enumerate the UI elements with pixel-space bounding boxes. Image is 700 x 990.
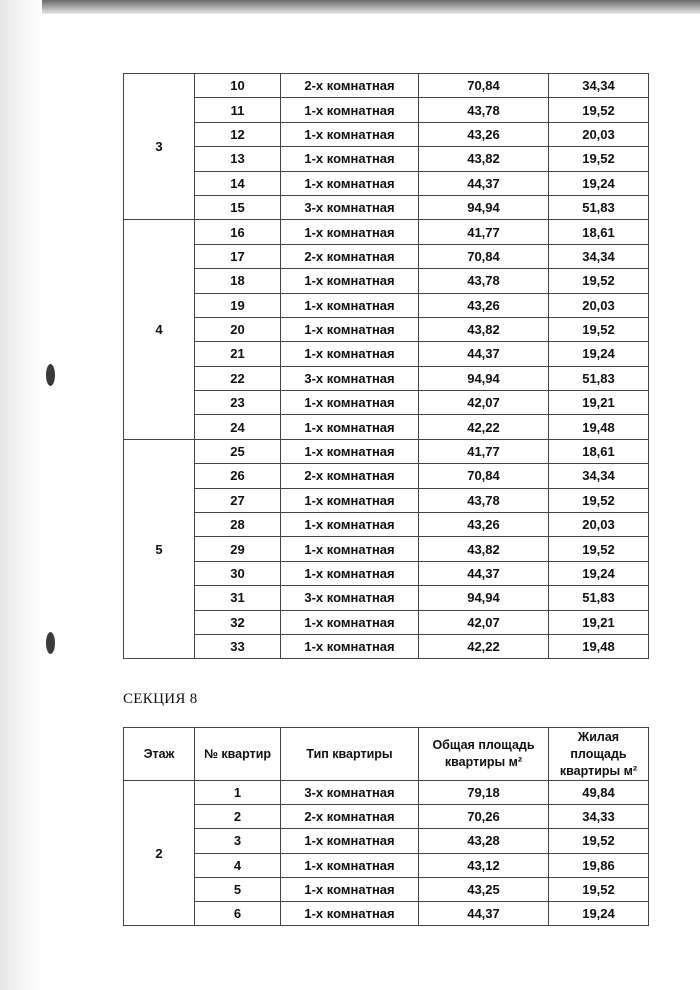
total-area-cell: 41,77 — [419, 220, 549, 244]
apartment-type-cell: 3-х комнатная — [281, 366, 419, 390]
table-row — [124, 634, 649, 658]
living-area-cell: 51,83 — [549, 586, 649, 610]
total-area-cell: 44,37 — [419, 901, 549, 925]
apartment-type-cell: 1-х комнатная — [281, 488, 419, 512]
apartment-number-cell: 13 — [195, 147, 281, 171]
living-area-cell: 19,24 — [549, 561, 649, 585]
apartment-type-cell: 3-х комнатная — [281, 586, 419, 610]
living-area-cell: 19,52 — [549, 98, 649, 122]
apartment-table-section-8 — [123, 727, 649, 926]
apartment-number-cell: 17 — [195, 244, 281, 268]
total-area-cell: 43,26 — [419, 513, 549, 537]
table-row — [124, 171, 649, 195]
floor-cell: 3 — [124, 74, 195, 220]
total-area-cell: 42,07 — [419, 391, 549, 415]
living-area-cell: 19,52 — [549, 537, 649, 561]
apartment-number-cell: 26 — [195, 464, 281, 488]
living-area-cell: 19,24 — [549, 342, 649, 366]
apartment-type-cell: 2-х комнатная — [281, 244, 419, 268]
apartment-type-cell: 1-х комнатная — [281, 415, 419, 439]
table-row — [124, 513, 649, 537]
apartment-number-cell: 31 — [195, 586, 281, 610]
apartment-number-cell: 14 — [195, 171, 281, 195]
header-floor: Этаж — [124, 728, 195, 781]
table-row — [124, 805, 649, 829]
apartment-type-cell: 1-х комнатная — [281, 98, 419, 122]
header-apartment-number: № квартир — [195, 728, 281, 781]
apartment-number-cell: 10 — [195, 74, 281, 98]
total-area-cell: 70,84 — [419, 244, 549, 268]
table-row — [124, 464, 649, 488]
apartment-type-cell: 1-х комнатная — [281, 513, 419, 537]
total-area-cell: 70,26 — [419, 805, 549, 829]
apartment-type-cell: 1-х комнатная — [281, 122, 419, 146]
table-row — [124, 74, 649, 98]
living-area-cell: 19,52 — [549, 488, 649, 512]
living-area-cell: 19,52 — [549, 877, 649, 901]
total-area-cell: 43,82 — [419, 317, 549, 341]
table-row — [124, 98, 649, 122]
table-row — [124, 829, 649, 853]
living-area-cell: 34,34 — [549, 244, 649, 268]
table-row — [124, 293, 649, 317]
apartment-type-cell: 1-х комнатная — [281, 634, 419, 658]
apartment-number-cell: 22 — [195, 366, 281, 390]
apartment-number-cell: 32 — [195, 610, 281, 634]
living-area-cell: 20,03 — [549, 122, 649, 146]
apartment-number-cell: 25 — [195, 439, 281, 463]
total-area-cell: 70,84 — [419, 464, 549, 488]
apartment-number-cell: 18 — [195, 269, 281, 293]
table-row — [124, 561, 649, 585]
table-row — [124, 415, 649, 439]
living-area-cell: 51,83 — [549, 195, 649, 219]
table-row — [124, 853, 649, 877]
apartment-number-cell: 12 — [195, 122, 281, 146]
living-area-cell: 20,03 — [549, 513, 649, 537]
apartment-type-cell: 3-х комнатная — [281, 195, 419, 219]
apartment-type-cell: 1-х комнатная — [281, 342, 419, 366]
apartment-number-cell: 3 — [195, 829, 281, 853]
living-area-cell: 19,21 — [549, 391, 649, 415]
living-area-cell: 19,24 — [549, 901, 649, 925]
apartment-number-cell: 5 — [195, 877, 281, 901]
living-area-cell: 34,34 — [549, 74, 649, 98]
apartment-type-cell: 1-х комнатная — [281, 317, 419, 341]
header-apartment-type: Тип квартиры — [281, 728, 419, 781]
table-row — [124, 781, 649, 805]
apartment-type-cell: 1-х комнатная — [281, 220, 419, 244]
living-area-cell: 18,61 — [549, 439, 649, 463]
total-area-cell: 41,77 — [419, 439, 549, 463]
apartment-type-cell: 1-х комнатная — [281, 829, 419, 853]
living-area-cell: 49,84 — [549, 781, 649, 805]
apartment-type-cell: 1-х комнатная — [281, 269, 419, 293]
scan-top-edge — [0, 0, 700, 14]
apartment-number-cell: 33 — [195, 634, 281, 658]
punch-hole — [46, 364, 55, 386]
table-row — [124, 391, 649, 415]
total-area-cell: 42,22 — [419, 415, 549, 439]
total-area-cell: 42,07 — [419, 610, 549, 634]
living-area-cell: 18,61 — [549, 220, 649, 244]
total-area-cell: 43,26 — [419, 293, 549, 317]
header-total-area: Общая площадь квартиры м² — [419, 728, 549, 781]
apartment-type-cell: 1-х комнатная — [281, 293, 419, 317]
apartment-number-cell: 20 — [195, 317, 281, 341]
total-area-cell: 43,25 — [419, 877, 549, 901]
apartment-type-cell: 1-х комнатная — [281, 877, 419, 901]
header-living-area: Жилая площадь квартиры м² — [549, 728, 649, 781]
total-area-cell: 43,28 — [419, 829, 549, 853]
living-area-cell: 19,86 — [549, 853, 649, 877]
apartment-number-cell: 29 — [195, 537, 281, 561]
floor-cell: 5 — [124, 439, 195, 659]
living-area-cell: 19,52 — [549, 147, 649, 171]
apartment-type-cell: 2-х комнатная — [281, 464, 419, 488]
floor-cell: 4 — [124, 220, 195, 440]
apartment-number-cell: 30 — [195, 561, 281, 585]
apartment-number-cell: 1 — [195, 781, 281, 805]
total-area-cell: 43,78 — [419, 98, 549, 122]
apartment-number-cell: 24 — [195, 415, 281, 439]
apartment-number-cell: 15 — [195, 195, 281, 219]
apartment-type-cell: 1-х комнатная — [281, 439, 419, 463]
scan-left-edge — [0, 0, 42, 990]
apartment-number-cell: 11 — [195, 98, 281, 122]
apartment-type-cell: 1-х комнатная — [281, 147, 419, 171]
total-area-cell: 43,82 — [419, 537, 549, 561]
total-area-cell: 43,12 — [419, 853, 549, 877]
total-area-cell: 79,18 — [419, 781, 549, 805]
total-area-cell: 44,37 — [419, 342, 549, 366]
total-area-cell: 42,22 — [419, 634, 549, 658]
apartment-type-cell: 1-х комнатная — [281, 610, 419, 634]
apartment-type-cell: 1-х комнатная — [281, 537, 419, 561]
apartment-number-cell: 2 — [195, 805, 281, 829]
table-row — [124, 147, 649, 171]
table-row — [124, 537, 649, 561]
living-area-cell: 19,24 — [549, 171, 649, 195]
table-row — [124, 488, 649, 512]
total-area-cell: 94,94 — [419, 195, 549, 219]
total-area-cell: 94,94 — [419, 586, 549, 610]
table-row — [124, 122, 649, 146]
living-area-cell: 19,52 — [549, 317, 649, 341]
total-area-cell: 44,37 — [419, 171, 549, 195]
table-row — [124, 317, 649, 341]
apartment-number-cell: 28 — [195, 513, 281, 537]
table-row — [124, 269, 649, 293]
apartment-number-cell: 4 — [195, 853, 281, 877]
total-area-cell: 43,82 — [419, 147, 549, 171]
apartment-type-cell: 2-х комнатная — [281, 74, 419, 98]
table-row — [124, 195, 649, 219]
apartment-type-cell: 1-х комнатная — [281, 391, 419, 415]
table-row — [124, 901, 649, 925]
table-row — [124, 586, 649, 610]
floor-cell: 2 — [124, 781, 195, 926]
apartment-number-cell: 16 — [195, 220, 281, 244]
apartment-number-cell: 27 — [195, 488, 281, 512]
table-row — [124, 439, 649, 463]
total-area-cell: 43,26 — [419, 122, 549, 146]
apartment-table-continued — [123, 73, 649, 659]
apartment-number-cell: 19 — [195, 293, 281, 317]
table-row — [124, 220, 649, 244]
living-area-cell: 20,03 — [549, 293, 649, 317]
apartment-number-cell: 21 — [195, 342, 281, 366]
living-area-cell: 19,52 — [549, 829, 649, 853]
living-area-cell: 19,48 — [549, 634, 649, 658]
section-title: СЕКЦИЯ 8 — [123, 691, 198, 707]
apartment-type-cell: 1-х комнатная — [281, 853, 419, 877]
table-header-row — [124, 728, 649, 781]
total-area-cell: 43,78 — [419, 488, 549, 512]
apartment-type-cell: 1-х комнатная — [281, 171, 419, 195]
table-row — [124, 244, 649, 268]
total-area-cell: 44,37 — [419, 561, 549, 585]
table-row — [124, 610, 649, 634]
total-area-cell: 70,84 — [419, 74, 549, 98]
total-area-cell: 94,94 — [419, 366, 549, 390]
apartment-number-cell: 23 — [195, 391, 281, 415]
apartment-type-cell: 2-х комнатная — [281, 805, 419, 829]
living-area-cell: 34,34 — [549, 464, 649, 488]
total-area-cell: 43,78 — [419, 269, 549, 293]
table-row — [124, 342, 649, 366]
punch-hole — [46, 632, 55, 654]
apartment-type-cell: 3-х комнатная — [281, 781, 419, 805]
apartment-number-cell: 6 — [195, 901, 281, 925]
living-area-cell: 19,21 — [549, 610, 649, 634]
living-area-cell: 19,48 — [549, 415, 649, 439]
living-area-cell: 51,83 — [549, 366, 649, 390]
table-row — [124, 366, 649, 390]
apartment-type-cell: 1-х комнатная — [281, 901, 419, 925]
living-area-cell: 19,52 — [549, 269, 649, 293]
table-row — [124, 877, 649, 901]
apartment-type-cell: 1-х комнатная — [281, 561, 419, 585]
living-area-cell: 34,33 — [549, 805, 649, 829]
